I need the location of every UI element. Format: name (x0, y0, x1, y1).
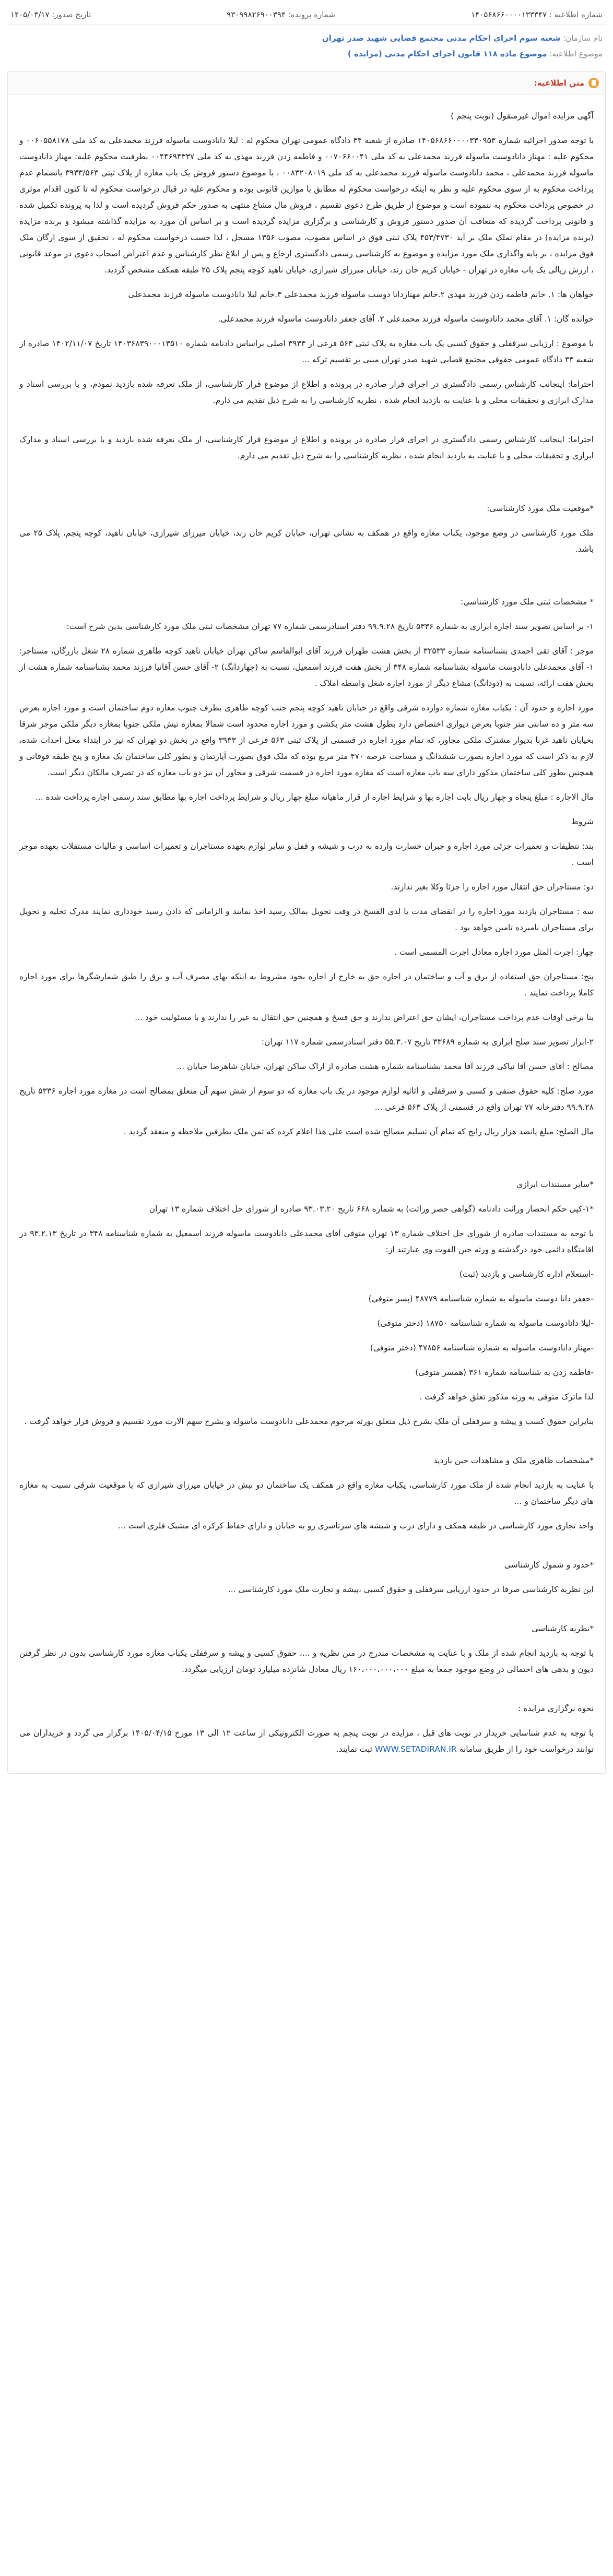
auction-method (19, 1725, 594, 1758)
body-paragraph: ۲-ابراز تصویر سند صلح ابرازی به شماره ۳۳۶۸۹ تاریخ ۵۵.۳.۰۷ دفتر اسنادرسمی شماره ۱۱۷ تهران: (261, 1037, 594, 1047)
issue-date-pair (10, 10, 91, 19)
case-number-pair (227, 10, 335, 19)
notice-body (8, 94, 605, 1773)
section-heading: *نظریه کارشناسی (532, 1624, 594, 1633)
body-paragraph: ملک مورد کارشناسی در وضع موجود، یکباب مغازه واقع در همکف به نشانی تهران، خیابان کریم خان زند، خیابان میرزای شیرازی، خیابان ناهید، کوچه پنجم، پلاک ۲۵ می باشد. (19, 528, 594, 554)
subject-text: موضوع ماده ۱۱۸ قانون اجرای احکام مدنی (مزایده ) (347, 49, 547, 58)
plaintiffs: خواهان ها: ۱. خانم فاطمه زدن فرزند مهدی ۲.خانم مهنازدانا دوست ماسوله فرزند محمدعلی ۳.خانم لیلا دانادوست ماسوله فرزند محمدعلی (128, 290, 594, 299)
body-paragraph: موجر : آقای تقی احمدی بشناسنامه شماره ۳۲۵۳۳ از بخش هشت طهران فرزند آقای ابوالقاسم ساکن تهران خیابان ناهید کوچه طاهری شماره ۲۸ شغل بازرگان، مستاجر: ۱- آقای محمدعلی دانادوست ماسوله بشناسنامه شماره ۳۴۸ از بخش هفت فرزند اسمعیل، نسبت به (چهاردانگ) ۲- آقای حسن آقانیا فرزند محمد بشناسنامه شماره هشت از بخش هفت ارائه، نسبت به (دودانگ) مشاع دیگر از مورد اجاره شغل واسطه املاک . (19, 646, 594, 688)
body-paragraph: مصالح : آقای حسن آقا نیاکی فرزند آقا محمد بشناسنامه شماره هشت صادره از اراک ساکن تهران، خیابان شاهرضا خیابان ... (176, 1062, 594, 1071)
body-paragraph: لذا ماترک متوفی به ورثه مذکور تعلق خواهد گرفت . (419, 1392, 594, 1402)
notice-text-header (8, 72, 605, 94)
section-heading: شروط (571, 817, 594, 826)
body-paragraph: مورد اجاره و حدود آن : یکباب مغازه شماره دوازده شرقی واقع در خیابان ناهید کوچه پنجم جنب کوچه طاهری بطرف جنوب مغازه دوم ساختمان است و مورد اجاره بعرض سه متر و ده سانتی متر جنوبا بعرض دیواری اختصاص دارد بطول هشت متر بکشی و مورد اجاره محدود است شمالا بمغازه تیش ملکی جنوبا بمغازه دیگر ملکی موجر شرقا بخیابان ناهید غربا بدیوار مشترک ملکی مجاور، که تمام مورد اجاره در قسمتی از پلاک ثبتی ۵۶۳ فرعی از ۳۹۳۳ واقع در بخش دو تهران که نیز در ابتداء محل احداث شده، لازم به ذکر است که مورد اجاره بصورت ششدانگ و مساحت عرصه ۴۷۰ متر مربع بوده که ملک فوق بصورت آپارتمان و بطور کلی ساختمان یک مغازه و پنج طبقه فوقانی و همچنین بطور کلی ساختمان مذکور دارای سه باب مغازه است که مغازه مورد اجاره در قسمت شرقی و مجاور آن نیز دو باب مغازه که در تصرف مالکان دیگر است. (19, 703, 594, 777)
issue-date: ۱۴۰۵/۰۳/۱۷ (10, 9, 50, 19)
notice-number-label: شماره اطلاعیه : (549, 9, 603, 19)
body-paragraph: با توجه به مستندات صادره از شورای حل اختلاف شماره ۱۳ تهران متوفی آقای محمدعلی دانادوست ماسوله فرزند اسمعیل به شماره شناسنامه ۳۴۸ در تاریخ ۹۳.۲.۱۳ در اقامتگاه دائمی خود درگذشته و ورثه حین الفوت وی عبارتند از: (19, 1229, 594, 1254)
section-heading: *حدود و شمول کارشناسی (504, 1560, 594, 1570)
body-paragraph: با توجه به بازدید انجام شده از ملک و با عنایت به مشخصات مندرج در متن نظریه و ...، حقوق کسبی و پیشه و سرقفلی یکباب مغازه مورد کارشناسی بدون در نظر گرفتن دیون و بدهی های احتمالی در وضع موجود جمعا به مبلغ ۱۶۰،۰۰۰،۰۰۰،۰۰۰ ریال معادل شانزده میلیارد تومان ارزیابی میگردد. (19, 1648, 594, 1674)
body-paragraph: پنج: مستاجران حق استفاده از برق و آب و ساختمان در اجاره حق به خارج از اجاره بخود مشروط به اینکه بهای مصرف آب و برق را طبق شمارشگرها برای مورد اجاره کاملا پرداخت نمایند . (19, 972, 594, 998)
section-heading: * مشخصات ثبتی ملک مورد کارشناسی: (461, 597, 594, 607)
body-paragraph: احتراما: اینجانب کارشناس رسمی دادگستری در اجرای قرار صادره در پرونده و اطلاع از موضوع قرار کارشناسی، از ملک تعرفه شده بازدید و با بررسی اسناد و مدارک ابرازی و تحقیقات محلی و با عنایت به بازدید انجام شده ، نظریه کارشناسی را به شرح ذیل تقدیم می دارم. (19, 435, 594, 460)
organization-label: نام سازمان: (563, 33, 603, 43)
setad-website-link[interactable]: WWW.SETADIRAN.IR (374, 1744, 457, 1754)
body-paragraph: با توجه صدور اجرائیه شماره ۱۴۰۵۶۸۶۶۰۰۰۰۳۳۰۹۵۳ صادره از شعبه ۳۴ دادگاه عمومی تهران محکوم له : لیلا دانادوست ماسوله فرزند محمدعلی به کد ملی ۰۰۶۰۵۵۸۱۷۸ و محکوم علیه : مهناز دانادوست ماسوله فرزند محمدعلی به کد ملی ۰۰۷۰۶۶۰۰۴۱ و فاطمه زدن فرزند مهدی به کد ملی ۰۰۴۴۶۹۴۳۳۷ بطرفیت محکوم علیه: مهناز دانادوست ماسوله فرزند محمدعلی ، محمد دانادوست ماسوله فرزند محمدعلی به کد ملی ۰۰۸۳۲۰۸۰۱۹ ، با موضوع دستور فروش یک باب مغازه از پلاک ثبتی ۳۹۳۳/۵۶۳ بانضمام عدم پرداخت محکوم به از سوی محکوم علیه و نظر به اینکه درخواست محکوم له مطابق با موازین قانونی بوده و محکوم علیه در قبال درخواست محکوم له تا کنون اقدام موثری در خصوص پرداخت محکوم به ننموده است و موضوع از طریق طرح دعوی تقسیم ، فروش مال مشاع منتهی به صدور حکم فروش گردیده است و لذا به پرونده تکمیل شده و قانونی پرداخت گردیده که متعاقب آن صدور دستور فروش و کارشناسی و برگزاری مزایده گردیده است و بر اساس آن مورد به مزایده گذاشته میشود و برنده مزایده (برنده مزایده) در مقام تملک ملک بر آید ۴۵۳/۴۷۳۰ پلاک ثبتی فوق در اساس مصوب، مصوب ۱۳۵۶ مسجل ، لذا حسب درخواست محکوم له ، تحقیق از سوی ارگان ملک فوق مزایده ، بر پایه واگذاری ملک مورد مزایده و موضوع به کارشناسی رسمی دادگستری ارجاع و پس از ابلاغ نظر کارشناس و عدم اعتراض اصحاب دعوی در موعد قانونی ، ارزش ریالی یک باب مغازه در تهران - خیابان کریم خان زند، خیابان میرزای شیرازی، خیابان ناهید کوچه پنجم پلاک ۲۵ طبقه همکف مشخص گردید. (19, 136, 594, 275)
body-paragraph: مال الصلح: مبلغ پانصد هزار ریال رایج که تمام آن تسلیم مصالح شده است علی هذا اعلام کرده که ثمن ملک بطرفین ملاحظه و منعقد گردید . (123, 1127, 594, 1136)
notice-number: ۱۴۰۵۶۸۶۶۰۰۰۰۱۳۳۳۴۷ (471, 9, 547, 19)
body-paragraph: مورد صلح: کلیه حقوق صنفی و کسبی و سرقفلی و اثاثیه لوازم موجود در یک باب مغازه که دو سوم از شش سهم آن متعلق بمصالح است در مغازه مورد اجاره ۵۳۳۶ تاریخ ۹۹.۹.۲۸ دفترخانه ۷۷ تهران واقع در قسمتی از پلاک ۵۶۳ فرعی ... (19, 1086, 594, 1112)
auction-method-tail: ثبت نمایند. (336, 1744, 372, 1754)
section-heading: *موقعیت ملک مورد کارشناسی: (487, 504, 594, 513)
list-heading: -استعلام اداره کارشناسی و بازدید (ثبت) (459, 1269, 594, 1279)
heir-item: -لیلا دانادوست ماسوله به شماره شناسنامه ۱۸۷۵۰ (دختر متوفی) (377, 1319, 594, 1328)
organization-row (10, 30, 603, 46)
heir-item: -مهناز دانادوست ماسوله به شماره شناسنامه ۴۷۸۵۶ (دختر متوفی) (370, 1343, 594, 1352)
body-paragraph: بند: تنظیفات و تعمیرات جزئی مورد اجاره و جبران خسارت وارده به درب و شیشه و قفل و سایر لوازم بعهده مستاجران و تعمیرات اساسی و مالیات مستقلات بعهده موجر است . (19, 841, 594, 867)
body-paragraph: دو: مستاجران حق انتقال مورد اجاره را جزئا وکلا بغیر ندارند. (391, 882, 594, 892)
notice-number-pair (471, 10, 603, 19)
auction-title: آگهی مزایده اموال غیرمنقول (نوبت پنجم ) (451, 111, 594, 121)
body-paragraph: مال الاجاره : مبلغ پنجاه و چهار ریال بابت اجاره بها و شرایط اجاره از قرار ماهیانه مبلغ چهار ریال و شرایط پرداخت اجاره بها مطابق سند رسمی اجاره پرداخت شده ... (36, 792, 594, 802)
body-paragraph: احتراما: اینجانب کارشناس رسمی دادگستری در اجرای قرار صادره در پرونده و اطلاع از موضوع قرار کارشناسی، از ملک تعرفه شده بازدید نمودم، و با بررسی اسناد و مدارک ابرازی و تحقیقات محلی و با عنایت به بازدید انجام شده ، نظریه کارشناسی را به شرح ذیل تقدیم می دارم. (19, 379, 594, 405)
organization-name: شعبه سوم اجرای احکام مدنی مجتمع قضایی شهید صدر تهران (322, 33, 561, 43)
notice-header-bar (7, 4, 606, 25)
body-paragraph: با موضوع : ارزیابی سرقفلی و حقوق کسبی یک باب مغازه به پلاک ثبتی ۵۶۳ فرعی از ۳۹۳۳ اصلی براساس دادنامه شماره ۱۴۰۳۶۸۳۹۰۰۰۱۳۵۱۰ تاریخ ۱۴۰۲/۱۱/۰۷ صادره از شعبه ۳۴ دادگاه عمومی حقوقی مجتمع قضایی شهید صدر تهران مبنی بر تقسیم ترکه ... (19, 339, 594, 364)
body-paragraph: با عنایت به بازدید انجام شده از ملک مورد کارشناسی، یکباب مغازه واقع در همکف یک ساختمان دو نبش در خیابان میرزای شیرازی که با موقعیت شرقی نسبت به مغازه های دیگر ساختمان و ... (19, 1480, 594, 1506)
body-paragraph: چهار: اجرت المثل مورد اجاره معادل اجرت المسمی است . (394, 947, 594, 957)
subject-row (10, 46, 603, 62)
case-number-label: شماره پرونده: (288, 9, 336, 19)
section-heading: *مشخصات ظاهری ملک و مشاهدات حین بازدید (433, 1456, 594, 1465)
issue-date-label: تاریخ صدور: (52, 9, 91, 19)
body-paragraph: *۱-کپی حکم انحصار وراثت دادنامه (گواهی حصر وراثت) به شماره ۶۶۸ تاریخ ۹۳.۰۳.۲۰ صادره از شورای حل اختلاف شماره ۱۳ تهران (149, 1204, 594, 1214)
body-paragraph: بنا برخی اوقات عدم پرداخت مستاجران، ایشان حق اعتراض ندارند و حق فسخ و همچنین حق انتقال به غیر را ندارند و با مسئولیت خود ... (135, 1013, 594, 1022)
case-number: ۹۳۰۹۹۸۲۶۹۰۰۳۹۴ (227, 9, 286, 19)
body-paragraph: سه : مستاجران بازدید مورد اجاره را در انقضای مدت یا لدی الفسخ در وقت تحویل بمالک رسید اخذ نمایند و الزاماتی که دادن رسید خودداری نمایند مدرک تخلیه و تحویل برای مستاجران نامبرده تامین خواهد بود . (19, 907, 594, 932)
body-paragraph: ۱- بر اساس تصویر سند اجاره ابرازی به شماره ۵۳۳۶ تاریخ ۹۹.۹.۲۸ دفتر اسنادرسمی شماره ۷۷ تهران مشخصات ثبتی ملک مورد کارشناسی بدین شرح است: (66, 622, 594, 631)
notice-text-panel (7, 71, 606, 1774)
body-paragraph: این نظریه کارشناسی صرفا در حدود ارزیابی سرقفلی و حقوق کسبی ،پیشه و تجارت ملک مورد کارشناسی ... (228, 1585, 594, 1594)
body-paragraph: بنابراین حقوق کسب و پیشه و سرقفلی آن ملک بشرح ذیل متعلق بورثه مرحوم محمدعلی دانادوست ماسوله و بشرح سهم الارث مورد تقسیم و فروش قرار خواهد گرفت . (24, 1417, 594, 1426)
auction-method-text: با توجه به عدم شناسایی خریدار در نوبت های قبل ، مزایده در نوبت پنجم به صورت الکترونیکی از ساعت ۱۲ الی ۱۳ مورخ ۱۴۰۵/۰۴/۱۵ برگزار می گردد و خریداران می توانند درخواست خود را از طریق سامانه (19, 1728, 594, 1754)
document-icon (588, 78, 599, 88)
section-heading: *سایر مستندات ابرازی (516, 1180, 594, 1189)
defendants: خوانده گان: ۱. آقای محمد دانادوست ماسوله فرزند محمدعلی ۲. آقای جعفر دانادوست ماسوله فرزند محمدعلی. (218, 314, 594, 324)
notice-meta (7, 25, 606, 62)
body-paragraph: واحد تجاری مورد کارشناسی در طبقه همکف و دارای درب و شیشه های سرتاسری رو به خیابان و دارای حفاظ کرکره ای مشبک فلزی است ... (117, 1521, 594, 1530)
section-heading: نحوه برگزاری مزایده : (518, 1704, 594, 1713)
notice-text-title: متن اطلاعیه: (534, 78, 584, 88)
heir-item: -فاطمه زدن به شناسنامه شماره ۳۶۱ (همسر متوفی) (415, 1368, 594, 1377)
heir-item: -جعفر دانا دوست ماسوله به شماره شناسنامه ۴۸۷۷۹ (پسر متوفی) (368, 1294, 594, 1303)
subject-label: موضوع اطلاعیه: (549, 49, 603, 58)
